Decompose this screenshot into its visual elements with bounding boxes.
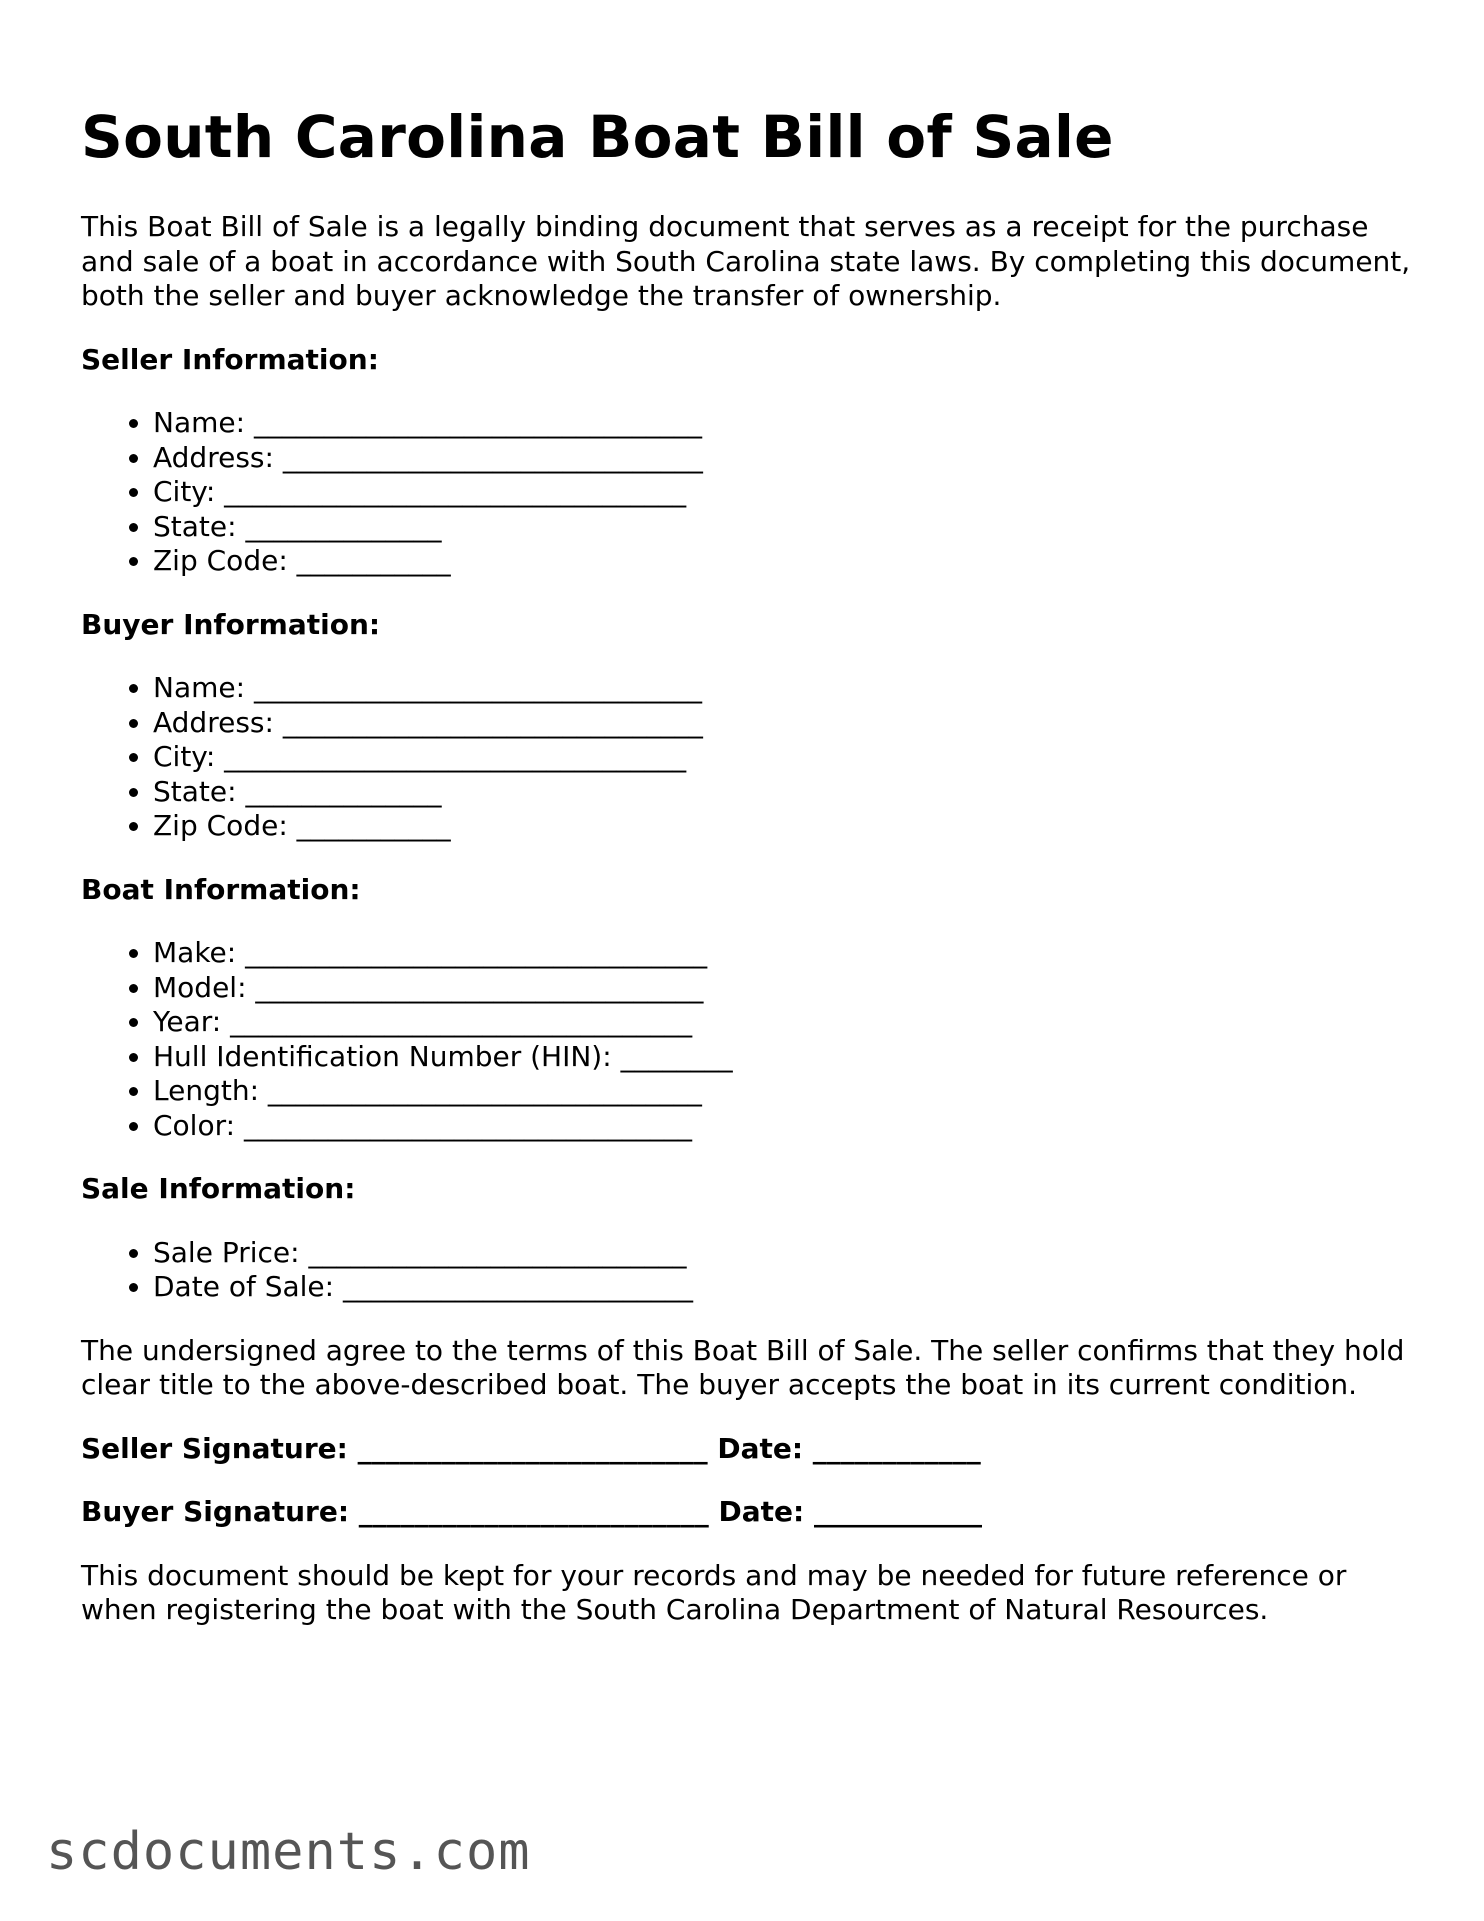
sale-price-field: • Sale Price: ___________________________ — [153, 1236, 1411, 1271]
terms-paragraph: The undersigned agree to the terms of this Boat Bill of Sale. The seller confirms that they hold clear title to the above-described boat. The buyer accepts the boat in its current condition. — [81, 1333, 1405, 1401]
seller-state-field: • State: ______________ — [153, 510, 1411, 545]
boat-year-field: • Year: _________________________________ — [153, 1005, 1411, 1040]
seller-field-list — [81, 406, 1411, 579]
buyer-field-list — [81, 671, 1411, 844]
buyer-name-field: • Name: ________________________________ — [153, 671, 1411, 706]
seller-zip-field: • Zip Code: ___________ — [153, 544, 1411, 579]
boat-color-field: • Color: ________________________________ — [153, 1109, 1411, 1144]
buyer-address-field: • Address: ______________________________ — [153, 706, 1411, 741]
buyer-city-field: • City: _________________________________ — [153, 740, 1411, 775]
document-title: South Carolina Boat Bill of Sale — [81, 103, 1114, 171]
sale-section-heading: Sale Information: — [81, 1172, 356, 1205]
seller-signature-line: Seller Signature: _________________________ Date: ____________ — [81, 1431, 981, 1465]
boat-make-field: • Make: _________________________________ — [153, 936, 1411, 971]
boat-hin-field: • Hull Identification Number (HIN): ________ — [153, 1040, 1411, 1075]
footer-note-paragraph: This document should be kept for your records and may be needed for future reference or when registering the boat with the South Carolina Department of Natural Resources. — [81, 1558, 1347, 1626]
seller-address-field: • Address: ______________________________ — [153, 441, 1411, 476]
boat-field-list — [81, 936, 1411, 1143]
document-page — [81, 102, 1411, 1657]
intro-paragraph: This Boat Bill of Sale is a legally binding document that serves as a receipt for the purchase and sale of a boat in accordance with South Carolina state laws. By completing this document, both the seller and buyer acknowledge the transfer of ownership. — [81, 210, 1411, 312]
buyer-zip-field: • Zip Code: ___________ — [153, 809, 1411, 844]
buyer-state-field: • State: ______________ — [153, 775, 1411, 810]
boat-model-field: • Model: ________________________________ — [153, 971, 1411, 1006]
sale-field-list — [81, 1236, 1411, 1305]
seller-name-field: • Name: ________________________________ — [153, 406, 1411, 441]
boat-section-heading: Boat Information: — [81, 872, 361, 906]
boat-length-field: • Length: _______________________________ — [153, 1074, 1411, 1109]
sale-date-field: • Date of Sale: _________________________ — [153, 1270, 1411, 1305]
seller-section-heading: Seller Information: — [81, 342, 379, 376]
buyer-section-heading: Buyer Information: — [81, 607, 381, 641]
seller-city-field: • City: _________________________________ — [153, 475, 1411, 510]
watermark: scdocuments.com — [46, 1822, 531, 1882]
buyer-signature-line: Buyer Signature: _________________________ Date: ____________ — [81, 1495, 982, 1528]
